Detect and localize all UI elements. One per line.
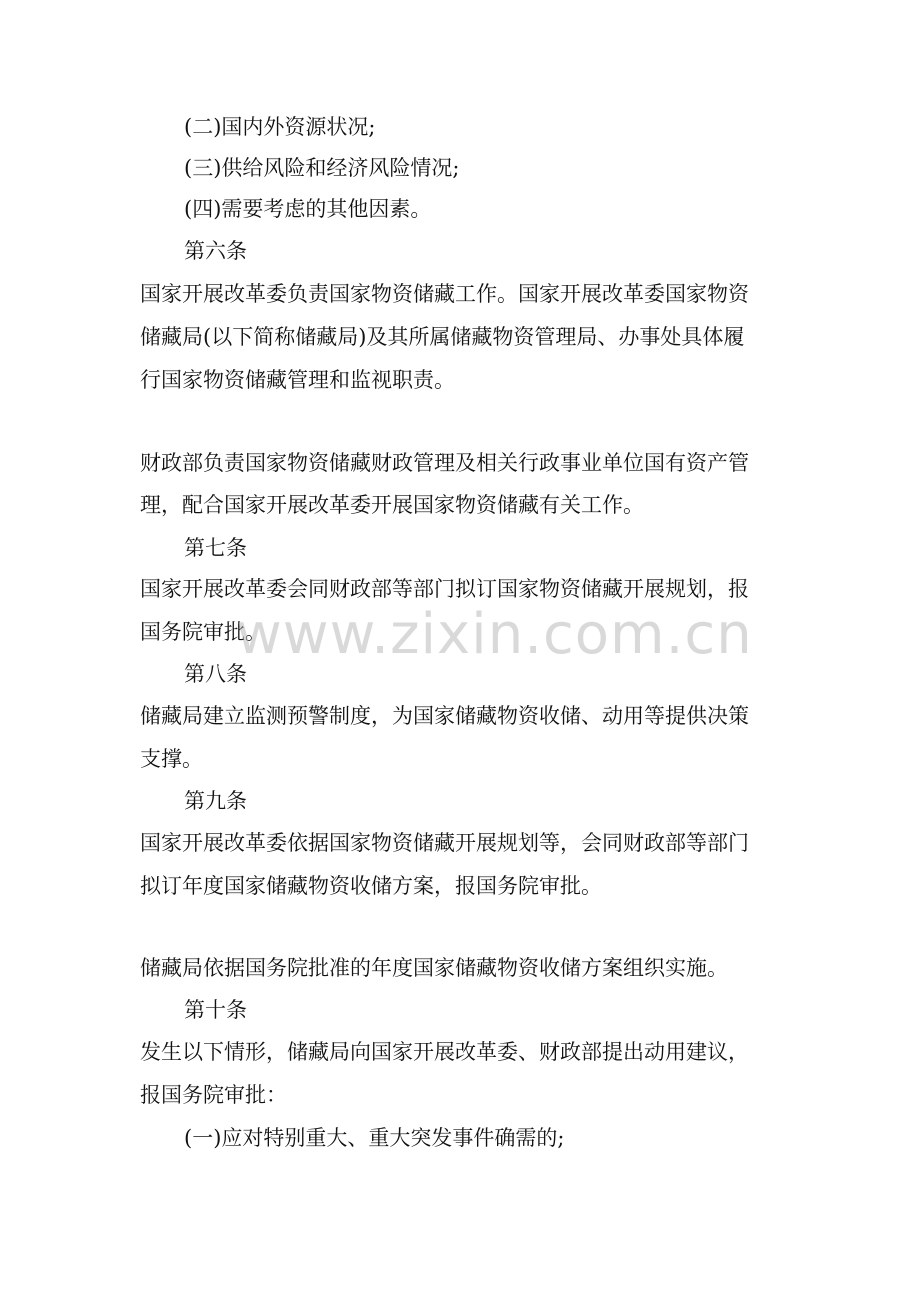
article-7-text-line: 国家开展改革委会同财政部等部门拟订国家物资储藏开展规划，报 <box>140 577 749 601</box>
article-7-heading: 第七条 <box>184 536 247 560</box>
article-6-text-line: 储藏局(以下简称储藏局)及其所属储藏物资管理局、办事处具体履 <box>140 325 745 349</box>
list-item-1: (一)应对特别重大、重大突发事件确需的; <box>184 1126 565 1150</box>
article-6-text-line: 国家开展改革委负责国家物资储藏工作。国家开展改革委国家物资 <box>140 282 749 306</box>
article-6-paragraph2-line: 理，配合国家开展改革委开展国家物资储藏有关工作。 <box>140 493 644 517</box>
article-10-text-line: 报国务院审批： <box>140 1083 287 1107</box>
article-9-text-line: 拟订年度国家储藏物资收储方案，报国务院审批。 <box>140 874 602 898</box>
article-8-text-line: 支撑。 <box>140 747 203 771</box>
article-6-heading: 第六条 <box>184 239 247 263</box>
article-9-heading: 第九条 <box>184 789 247 813</box>
article-10-text-line: 发生以下情形，储藏局向国家开展改革委、财政部提出动用建议， <box>140 1040 749 1064</box>
article-8-text-line: 储藏局建立监测预警制度，为国家储藏物资收储、动用等提供决策 <box>140 704 749 728</box>
article-6-text-line: 行国家物资储藏管理和监视职责。 <box>140 368 455 392</box>
watermark: www.zixin.com.cn <box>236 602 753 667</box>
article-8-heading: 第八条 <box>184 662 247 686</box>
list-item-3: (三)供给风险和经济风险情况; <box>184 156 460 180</box>
article-9-text-line: 国家开展改革委依据国家物资储藏开展规划等，会同财政部等部门 <box>140 831 749 855</box>
article-10-heading: 第十条 <box>184 998 247 1022</box>
article-7-text-line: 国务院审批。 <box>140 620 266 644</box>
article-9-paragraph2-line: 储藏局依据国务院批准的年度国家储藏物资收储方案组织实施。 <box>140 956 728 980</box>
list-item-4: (四)需要考虑的其他因素。 <box>184 197 432 221</box>
article-6-paragraph2-line: 财政部负责国家物资储藏财政管理及相关行政事业单位国有资产管 <box>140 451 749 475</box>
list-item-2: (二)国内外资源状况; <box>184 115 376 139</box>
